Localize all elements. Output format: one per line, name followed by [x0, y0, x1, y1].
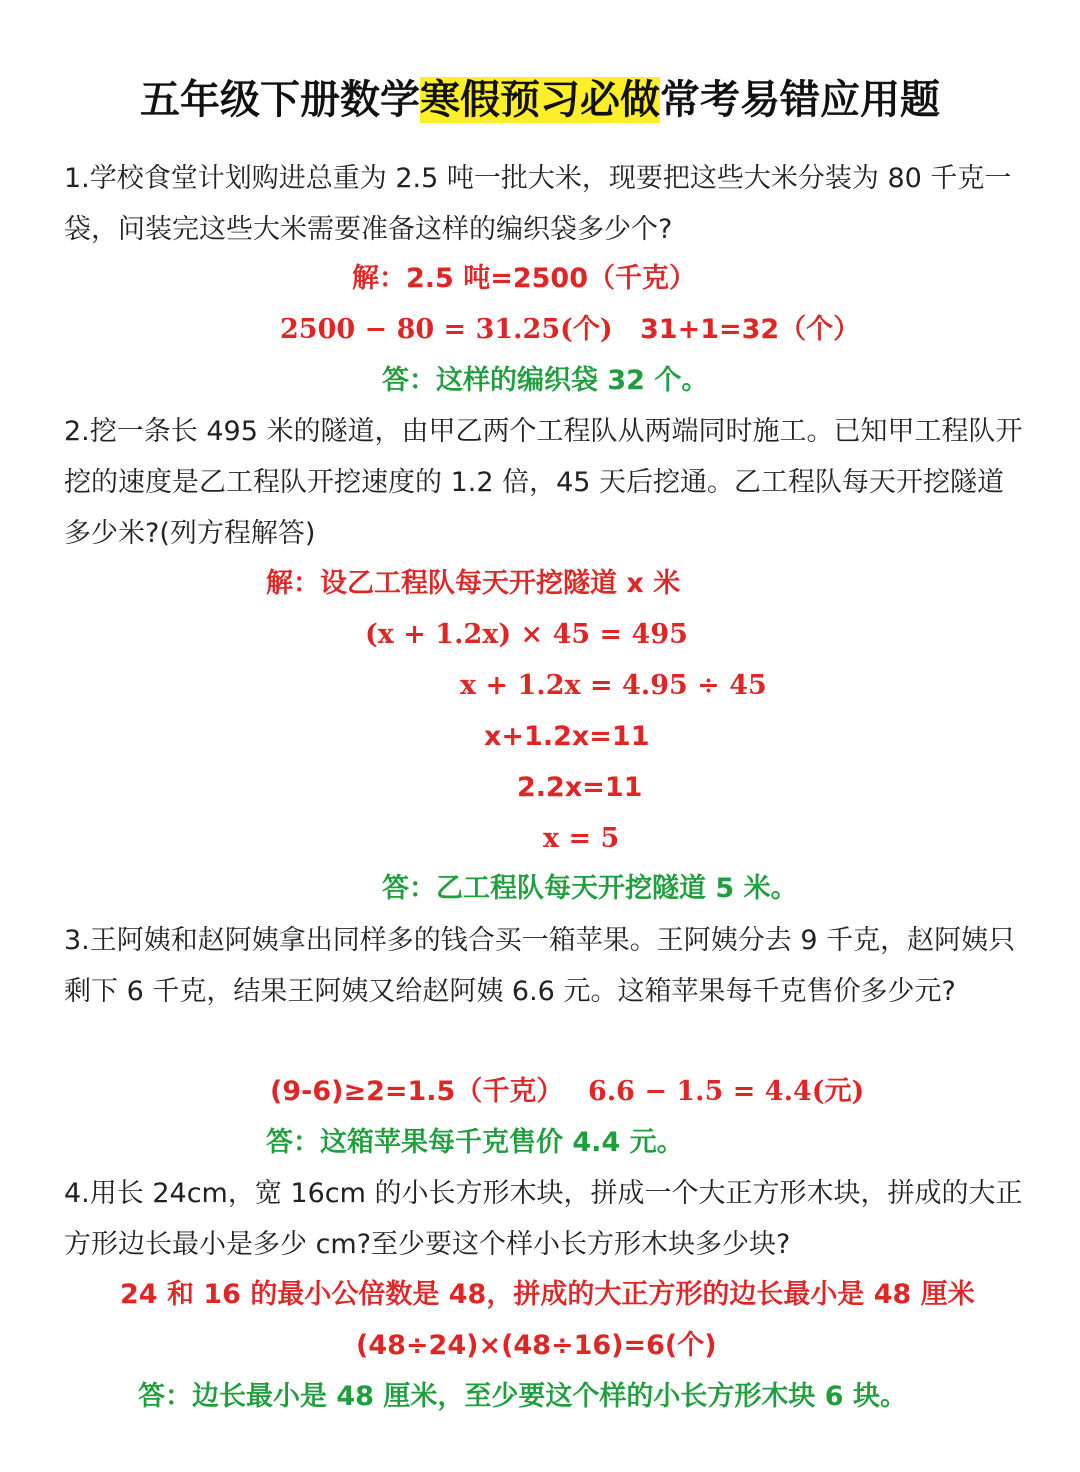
- problem-3-solution-line-1: (9-6)≥2=1.5（千克）: [270, 1076, 564, 1107]
- problem-2-solution-line-6: x = 5: [543, 823, 620, 854]
- problem-4-solution-line-1: 24 和 16 的最小公倍数是 48，拼成的大正方形的边长最小是 48 厘米: [120, 1279, 975, 1310]
- title-highlight: 寒假预习必做: [420, 77, 660, 123]
- problem-3-answer: 答：这箱苹果每千克售价 4.4 元。: [266, 1127, 684, 1158]
- problem-4-answer: 答：边长最小是 48 厘米，至少要这个样的小长方形木块 6 块。: [138, 1381, 907, 1412]
- page-title: [0, 68, 1080, 132]
- problem-1-solution-line-2: 2500 − 80 = 31.25(个): [280, 314, 613, 345]
- problem-4-question: 4.用长 24cm，宽 16cm 的小长方形木块，拼成一个大正方形木块，拼成的大正方形边长最小是多少 cm?至少要这个样小长方形木块多少块?: [64, 1178, 1023, 1260]
- problem-2-answer: 答：乙工程队每天开挖隧道 5 米。: [382, 873, 798, 904]
- problem-2-question: 2.挖一条长 495 米的隧道，由甲乙两个工程队从两端同时施工。已知甲工程队开挖的速度是乙工程队开挖速度的 1.2 倍，45 天后挖通。乙工程队每天开挖隧道多少米?(列方程解答): [64, 416, 1023, 549]
- problem-1-solution-line-3: 31+1=32（个）: [640, 314, 861, 345]
- problem-3-question: 3.王阿姨和赵阿姨拿出同样多的钱合买一箱苹果。王阿姨分去 9 千克，赵阿姨只剩下 6 千克，结果王阿姨又给赵阿姨 6.6 元。这箱苹果每千克售价多少元?: [64, 925, 1016, 1007]
- problem-2-solution-line-2: (x + 1.2x) × 45 = 495: [365, 619, 688, 650]
- problem-2-solution-line-3: x + 1.2x = 4.95 ÷ 45: [460, 670, 767, 701]
- problem-2-solution-line-1: 解：设乙工程队每天开挖隧道 x 米: [266, 568, 681, 599]
- title-part-1: 五年级下册数学: [140, 77, 420, 123]
- problem-2-solution-line-5: 2.2x=11: [517, 772, 643, 803]
- problem-2-solution-line-4: x+1.2x=11: [484, 721, 650, 752]
- problem-1-solution-line-1: 解：2.5 吨=2500（千克）: [352, 263, 696, 294]
- problem-1-answer: 答：这样的编织袋 32 个。: [382, 365, 709, 396]
- problem-3-solution-line-2: 6.6 − 1.5 = 4.4(元): [588, 1076, 865, 1107]
- problem-1-question: 1.学校食堂计划购进总重为 2.5 吨一批大米，现要把这些大米分装为 80 千克一袋，问装完这些大米需要准备这样的编织袋多少个?: [64, 163, 1012, 245]
- title-part-2: 常考易错应用题: [660, 77, 940, 123]
- problem-4-solution-line-2: (48÷24)×(48÷16)=6(个): [356, 1330, 717, 1361]
